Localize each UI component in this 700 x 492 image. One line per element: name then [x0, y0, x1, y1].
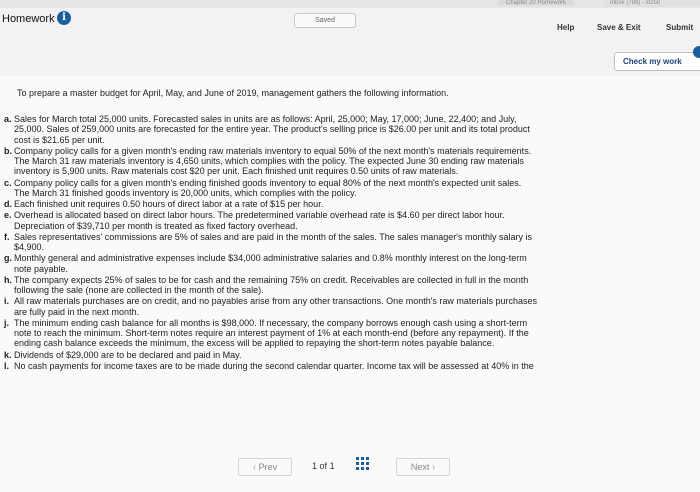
- list-item: [0, 199, 700, 209]
- list-item: [0, 232, 700, 253]
- item-line: The March 31 finished goods inventory is 20,000 units, which complies with the policy.: [14, 187, 357, 198]
- page-of-label: of: [319, 461, 328, 471]
- page-indicator: [312, 461, 335, 471]
- item-letter: f.: [4, 231, 10, 242]
- item-line: note to reach the minimum. Short-term notes require an interest payment of 1% at each month-end (before any repayment). If the: [14, 328, 529, 338]
- item-line: Overhead is allocated based on direct labor hours. The predetermined variable overhead rate is $4.60 per direct labor hour.: [14, 210, 505, 221]
- item-letter: i.: [4, 296, 10, 307]
- item-line: Monthly general and administrative expenses include $34,000 administrative salaries and 0.8% monthly interest on the long-term: [14, 253, 527, 264]
- item-line: Company policy calls for a given month's ending raw materials inventory to equal 50% of the next month's materials requirements.: [14, 145, 532, 156]
- list-item: [0, 253, 700, 274]
- item-letter: b.: [4, 145, 12, 156]
- item-line: The March 31 raw materials inventory is 4,650 units, which complies with the policy. The expected June 30 ending raw materials: [14, 156, 524, 166]
- item-line: Sales for March total 25,000 units. Forecasted sales in units are as follows: April, 25,000; May, 17,000; June, 22,400; and July,: [14, 114, 517, 124]
- list-item: [0, 275, 700, 296]
- list-item: [0, 210, 700, 231]
- info-icon[interactable]: i: [57, 11, 71, 25]
- item-letter: g.: [4, 253, 12, 264]
- item-letter: c.: [4, 177, 12, 188]
- grid-icon[interactable]: [356, 457, 370, 471]
- item-line: No cash payments for income taxes are to be made during the second calendar quarter. Income tax will be assessed at 40% in the: [14, 360, 534, 371]
- help-link[interactable]: Help: [557, 23, 575, 32]
- chevron-left-icon: ‹: [252, 462, 257, 473]
- next-button[interactable]: [396, 458, 450, 476]
- item-line: Each finished unit requires 0.50 hours of direct labor at a rate of $15 per hour.: [14, 199, 324, 209]
- list-item: [0, 114, 700, 145]
- item-line: $4,900.: [14, 242, 45, 252]
- list-item: [0, 146, 700, 177]
- prev-button[interactable]: [238, 458, 292, 476]
- save-exit-link[interactable]: Save & Exit: [597, 23, 641, 32]
- prev-label: Prev: [258, 462, 278, 472]
- item-line: note payable.: [14, 263, 69, 274]
- next-label: Next: [410, 462, 430, 472]
- item-line: cost is $21.65 per unit.: [14, 134, 105, 145]
- inbox-tab[interactable]: Inbox (788) - st250: [604, 0, 700, 7]
- item-letter: e.: [4, 210, 12, 221]
- current-page: 1: [312, 461, 318, 471]
- item-line: inventory is 5,900 units. Raw materials cost $20 per unit. Each finished unit requires 0.50 units of raw materials.: [14, 166, 459, 177]
- item-line: following the sale (none are collected in the month of the sale).: [14, 285, 264, 295]
- chevron-right-icon: ›: [431, 462, 436, 473]
- chapter-tab[interactable]: Chapter 20 Homework: [498, 0, 574, 6]
- list-item: [0, 318, 700, 349]
- item-line: Sales representatives' commissions are 5% of sales and are paid in the month of the sales. The sales manager's monthly salary is: [14, 231, 533, 242]
- item-line: are fully paid in the next month.: [14, 306, 140, 317]
- item-letter: a.: [4, 114, 12, 124]
- submit-link[interactable]: Submit: [666, 23, 694, 32]
- problem-items-list: [0, 114, 700, 372]
- check-my-work-button[interactable]: Check my work: [614, 52, 700, 71]
- item-letter: l.: [4, 360, 10, 371]
- total-pages: 1: [329, 461, 335, 471]
- list-item: [0, 361, 700, 371]
- check-count-badge: [693, 46, 700, 58]
- item-letter: k.: [4, 349, 12, 360]
- item-line: ending cash balance exceeds the minimum, the excess will be applied to repaying the short-term notes payable balance.: [14, 338, 495, 349]
- item-line: Dividends of $29,000 are to be declared and paid in May.: [14, 349, 242, 360]
- item-letter: j.: [4, 317, 10, 328]
- item-letter: h.: [4, 274, 12, 285]
- saved-status: Saved: [294, 13, 356, 28]
- item-line: 25,000. Sales of 259,000 units are forecasted for the entire year. The product's selling price is $26.00 per unit and its total product: [14, 124, 530, 135]
- page-title: Homework: [2, 13, 55, 25]
- item-letter: d.: [4, 199, 12, 209]
- item-line: The minimum ending cash balance for all months is $98,000. If necessary, the company borrows enough cash using a short-term: [14, 317, 528, 328]
- list-item: [0, 178, 700, 199]
- item-line: Depreciation of $39,710 per month is treated as fixed factory overhead.: [14, 220, 298, 231]
- problem-intro: To prepare a master budget for April, May, and June of 2019, management gathers the following information.: [17, 88, 449, 98]
- item-line: All raw materials purchases are on credit, and no payables arise from any other transactions. One month's raw materials purchases: [14, 296, 537, 307]
- browser-top-strip: [0, 0, 700, 8]
- item-line: Company policy calls for a given month's ending finished goods inventory to equal 80% of the next month's expected unit sales.: [14, 177, 522, 188]
- list-item: [0, 296, 700, 317]
- item-line: The company expects 25% of sales to be for cash and the remaining 75% on credit. Receivables are collected in full in the month: [14, 274, 529, 285]
- list-item: [0, 350, 700, 360]
